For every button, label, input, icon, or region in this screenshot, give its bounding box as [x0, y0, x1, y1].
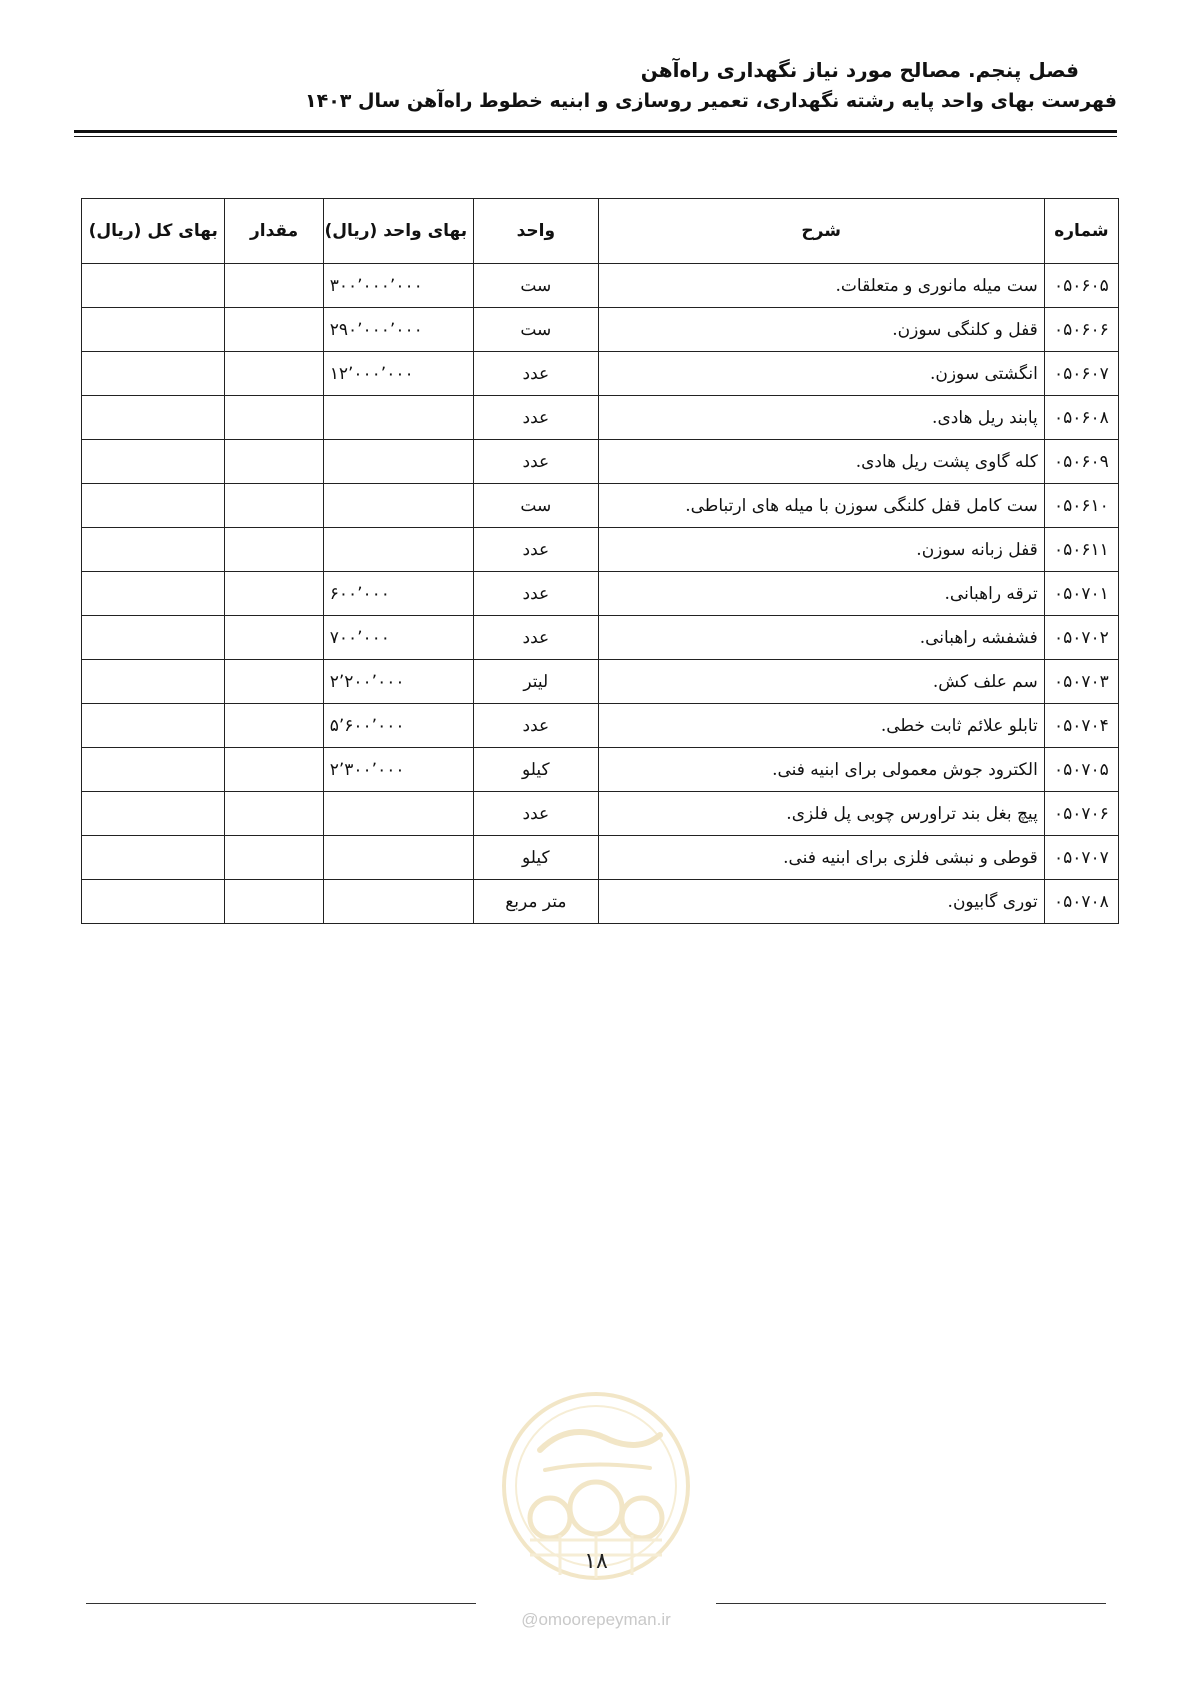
- item-unit-cell: عدد: [474, 572, 598, 616]
- item-quantity-cell: [225, 792, 323, 836]
- footer-divider-right: [716, 1603, 1106, 1604]
- item-unit-price-cell: [323, 484, 473, 528]
- item-unit-cell: عدد: [474, 704, 598, 748]
- item-total-price-cell: [82, 660, 225, 704]
- item-unit-cell: ست: [474, 484, 598, 528]
- table-row: [82, 704, 1119, 748]
- item-total-price-cell: [82, 616, 225, 660]
- item-total-price-cell: [82, 792, 225, 836]
- item-unit-cell: کیلو: [474, 836, 598, 880]
- item-unit-price-cell: [323, 880, 473, 924]
- item-total-price-cell: [82, 484, 225, 528]
- item-unit-cell: عدد: [474, 616, 598, 660]
- item-unit-cell: عدد: [474, 528, 598, 572]
- item-description-cell: ست میله مانوری و متعلقات.: [598, 264, 1044, 308]
- table-row: [82, 660, 1119, 704]
- item-quantity-cell: [225, 264, 323, 308]
- table-row: [82, 264, 1119, 308]
- table-row: [82, 396, 1119, 440]
- item-description-cell: توری گابیون.: [598, 880, 1044, 924]
- page-number: ۱۸: [584, 1549, 608, 1574]
- item-number-cell: ۰۵۰۷۰۸: [1044, 880, 1118, 924]
- item-unit-cell: ست: [474, 264, 598, 308]
- item-number-cell: ۰۵۰۶۰۶: [1044, 308, 1118, 352]
- column-header-quantity: مقدار: [225, 199, 323, 264]
- item-number-cell: ۰۵۰۶۰۷: [1044, 352, 1118, 396]
- item-unit-price-cell: [323, 396, 473, 440]
- item-number-cell: ۰۵۰۷۰۶: [1044, 792, 1118, 836]
- item-unit-cell: عدد: [474, 396, 598, 440]
- table-body: [82, 264, 1119, 924]
- watermark-text: @omoorepeyman.ir: [521, 1610, 671, 1629]
- item-total-price-cell: [82, 528, 225, 572]
- item-total-price-cell: [82, 308, 225, 352]
- item-quantity-cell: [225, 440, 323, 484]
- item-unit-cell: عدد: [474, 792, 598, 836]
- item-description-cell: ترقه راهبانی.: [598, 572, 1044, 616]
- item-total-price-cell: [82, 396, 225, 440]
- table-row: [82, 792, 1119, 836]
- item-unit-cell: ست: [474, 308, 598, 352]
- item-quantity-cell: [225, 660, 323, 704]
- column-header-unit: واحد: [474, 199, 598, 264]
- item-unit-price-cell: [323, 836, 473, 880]
- item-quantity-cell: [225, 352, 323, 396]
- item-unit-price-cell: ۷۰۰٬۰۰۰: [323, 616, 473, 660]
- item-number-cell: ۰۵۰۶۰۸: [1044, 396, 1118, 440]
- table-row: [82, 352, 1119, 396]
- item-total-price-cell: [82, 880, 225, 924]
- table-row: [82, 748, 1119, 792]
- item-unit-price-cell: ۱۲٬۰۰۰٬۰۰۰: [323, 352, 473, 396]
- item-total-price-cell: [82, 748, 225, 792]
- item-description-cell: قفل زبانه سوزن.: [598, 528, 1044, 572]
- item-description-cell: پیچ بغل بند تراورس چوبی پل فلزی.: [598, 792, 1044, 836]
- item-unit-cell: کیلو: [474, 748, 598, 792]
- item-quantity-cell: [225, 528, 323, 572]
- document-subtitle: فهرست بهای واحد پایه رشته نگهداری، تعمیر روسازی و ابنیه خطوط راه‌آهن سال ۱۴۰۳: [305, 90, 1117, 112]
- column-header-unit-price: بهای واحد (ریال): [323, 199, 473, 264]
- item-unit-cell: عدد: [474, 440, 598, 484]
- item-unit-price-cell: ۳۰۰٬۰۰۰٬۰۰۰: [323, 264, 473, 308]
- item-description-cell: تابلو علائم ثابت خطی.: [598, 704, 1044, 748]
- item-quantity-cell: [225, 572, 323, 616]
- item-description-cell: پابند ریل هادی.: [598, 396, 1044, 440]
- item-number-cell: ۰۵۰۷۰۳: [1044, 660, 1118, 704]
- item-unit-price-cell: ۲۹۰٬۰۰۰٬۰۰۰: [323, 308, 473, 352]
- column-header-number: شماره: [1044, 199, 1118, 264]
- header-divider-thick: [74, 130, 1117, 133]
- item-unit-price-cell: ۶۰۰٬۰۰۰: [323, 572, 473, 616]
- column-header-total-price: بهای کل (ریال): [82, 199, 225, 264]
- item-description-cell: فشفشه راهبانی.: [598, 616, 1044, 660]
- column-header-description: شرح: [598, 199, 1044, 264]
- table-row: [82, 308, 1119, 352]
- item-quantity-cell: [225, 396, 323, 440]
- item-number-cell: ۰۵۰۷۰۲: [1044, 616, 1118, 660]
- item-unit-price-cell: [323, 792, 473, 836]
- item-number-cell: ۰۵۰۶۱۱: [1044, 528, 1118, 572]
- item-quantity-cell: [225, 748, 323, 792]
- item-quantity-cell: [225, 836, 323, 880]
- item-number-cell: ۰۵۰۷۰۱: [1044, 572, 1118, 616]
- table-row: [82, 880, 1119, 924]
- table-row: [82, 484, 1119, 528]
- item-unit-cell: عدد: [474, 352, 598, 396]
- item-total-price-cell: [82, 572, 225, 616]
- item-number-cell: ۰۵۰۷۰۷: [1044, 836, 1118, 880]
- item-description-cell: ست کامل قفل کلنگی سوزن با میله های ارتباطی.: [598, 484, 1044, 528]
- table-row: [82, 528, 1119, 572]
- item-quantity-cell: [225, 616, 323, 660]
- page-header: [74, 56, 1117, 116]
- item-total-price-cell: [82, 264, 225, 308]
- table-row: [82, 572, 1119, 616]
- item-unit-cell: لیتر: [474, 660, 598, 704]
- item-quantity-cell: [225, 880, 323, 924]
- table-header-row: [82, 199, 1119, 264]
- item-number-cell: ۰۵۰۷۰۴: [1044, 704, 1118, 748]
- item-unit-cell: متر مربع: [474, 880, 598, 924]
- item-total-price-cell: [82, 836, 225, 880]
- item-quantity-cell: [225, 704, 323, 748]
- item-unit-price-cell: ۲٬۲۰۰٬۰۰۰: [323, 660, 473, 704]
- item-description-cell: قوطی و نبشی فلزی برای ابنیه فنی.: [598, 836, 1044, 880]
- item-number-cell: ۰۵۰۷۰۵: [1044, 748, 1118, 792]
- item-total-price-cell: [82, 352, 225, 396]
- item-number-cell: ۰۵۰۶۰۹: [1044, 440, 1118, 484]
- header-divider-thin: [74, 136, 1117, 137]
- item-description-cell: قفل و کلنگی سوزن.: [598, 308, 1044, 352]
- item-unit-price-cell: [323, 440, 473, 484]
- item-total-price-cell: [82, 440, 225, 484]
- item-quantity-cell: [225, 484, 323, 528]
- footer-divider-left: [86, 1603, 476, 1604]
- item-description-cell: سم علف کش.: [598, 660, 1044, 704]
- item-unit-price-cell: [323, 528, 473, 572]
- item-description-cell: کله گاوی پشت ریل هادی.: [598, 440, 1044, 484]
- table-row: [82, 836, 1119, 880]
- table-row: [82, 440, 1119, 484]
- table-row: [82, 616, 1119, 660]
- item-unit-price-cell: ۲٬۳۰۰٬۰۰۰: [323, 748, 473, 792]
- item-number-cell: ۰۵۰۶۰۵: [1044, 264, 1118, 308]
- item-description-cell: الکترود جوش معمولی برای ابنیه فنی.: [598, 748, 1044, 792]
- item-unit-price-cell: ۵٬۶۰۰٬۰۰۰: [323, 704, 473, 748]
- item-total-price-cell: [82, 704, 225, 748]
- chapter-title: فصل پنجم. مصالح مورد نیاز نگهداری راه‌آهن: [640, 58, 1079, 82]
- item-number-cell: ۰۵۰۶۱۰: [1044, 484, 1118, 528]
- price-list-table: [81, 198, 1119, 924]
- item-description-cell: انگشتی سوزن.: [598, 352, 1044, 396]
- item-quantity-cell: [225, 308, 323, 352]
